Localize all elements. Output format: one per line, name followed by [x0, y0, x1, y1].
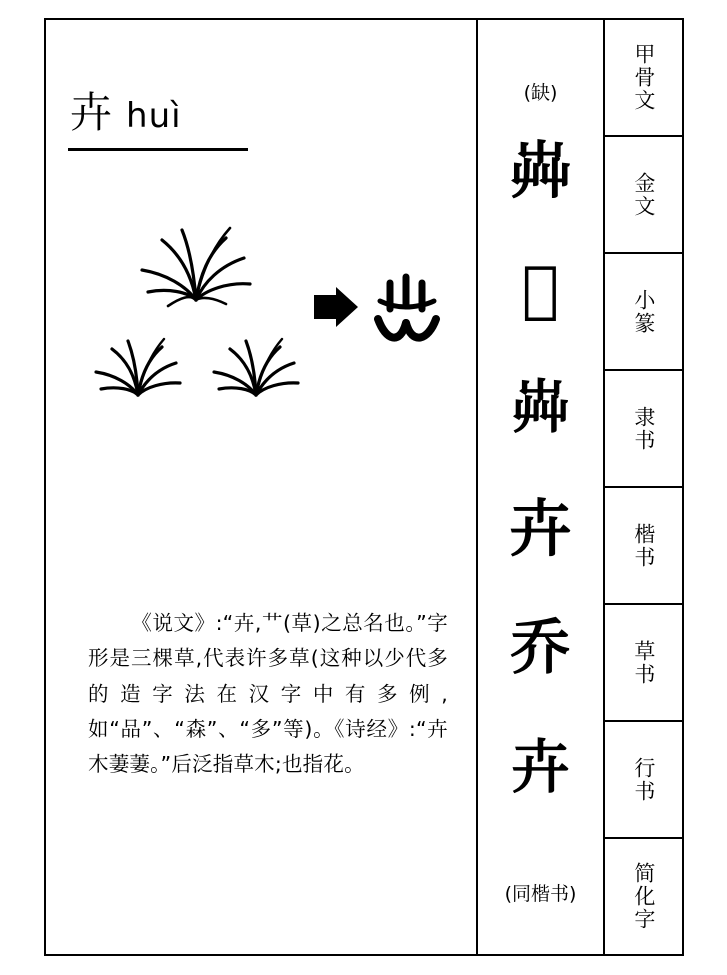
- headword: [70, 88, 182, 137]
- explanation-text: [88, 606, 448, 782]
- script-cell-bronze: [605, 137, 682, 254]
- main-column: [46, 20, 478, 954]
- script-cell-seal: [605, 254, 682, 371]
- seal-glyph: 芔: [509, 134, 572, 207]
- script-cell-running: [605, 722, 682, 839]
- script-cell-regular: [605, 488, 682, 605]
- script-label: 草书: [631, 639, 656, 686]
- arrow-right-icon: [314, 287, 358, 327]
- script-label: 金文: [631, 171, 656, 218]
- headword-hanzi: 卉: [70, 88, 113, 137]
- headword-pinyin: huì: [126, 96, 182, 136]
- seal-glyph: 卉: [511, 733, 570, 801]
- seal-glyph: 乔: [510, 613, 571, 683]
- seal-glyph: 卉: [509, 492, 572, 565]
- script-label-column: [605, 20, 682, 954]
- seal-note-top: (缺): [523, 82, 558, 104]
- headword-underline: [68, 148, 248, 151]
- seal-glyph-stack: [478, 134, 603, 860]
- script-cell-clerical: [605, 371, 682, 488]
- script-cell-oracle: [605, 20, 682, 137]
- illustration: [66, 205, 466, 425]
- script-cell-simplified: [605, 839, 682, 954]
- grass-illustration: [66, 205, 466, 425]
- seal-glyph: 𡴀: [521, 252, 560, 325]
- script-label: 简化字: [631, 862, 656, 931]
- script-label: 甲骨文: [631, 43, 656, 112]
- script-label: 隶书: [631, 405, 656, 452]
- explanation-body: 《说文》:“卉,艹(草)之总名也。”字形是三棵草,代表许多草(这种以少代多的造字法在汉字中有多例,如“品”、“森”、“多”等)。《诗经》:“卉木萋萋。”后泛指草木;也指花。: [88, 611, 448, 776]
- seal-glyph: 芔: [511, 373, 570, 441]
- script-label: 行书: [631, 756, 656, 803]
- entry-card: [44, 18, 684, 956]
- script-cell-cursive: [605, 605, 682, 722]
- seal-note-bottom: (同楷书): [504, 883, 577, 905]
- script-label: 小篆: [631, 288, 656, 335]
- script-label: 楷书: [631, 522, 656, 569]
- script-forms-column: [478, 20, 605, 954]
